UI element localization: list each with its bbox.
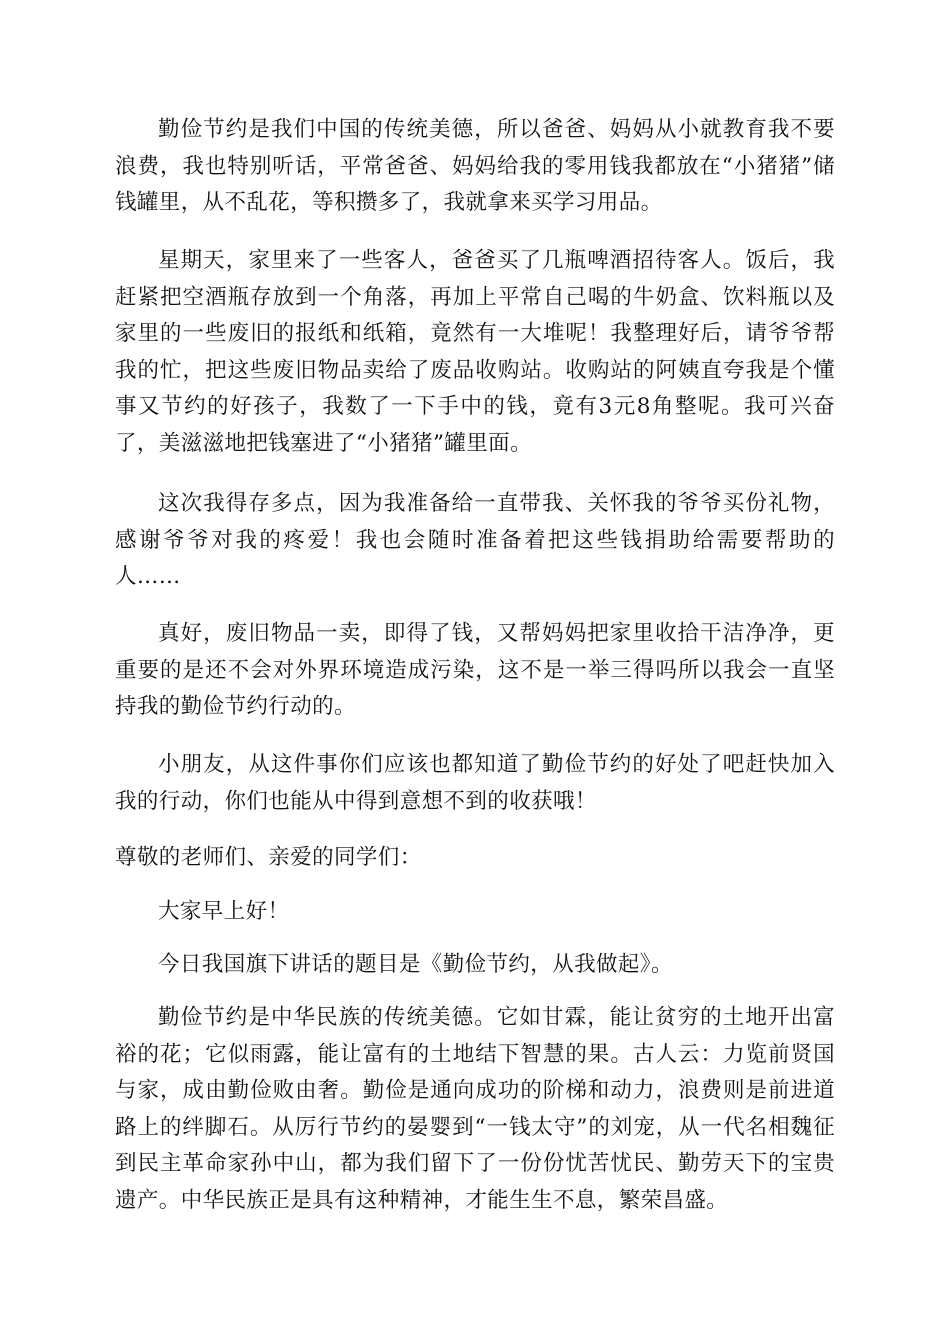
paragraph-saving-habit: 勤俭节约是我们中国的传统美德，所以爸爸、妈妈从小就教育我不要浪费，我也特别听话，平常爸爸、妈妈给我的零用钱我都放在“小猪猪”储钱罐里，从不乱花，等积攒多了，我就拿来买学习用品。 [115, 117, 835, 215]
paragraph-gift-plan: 这次我得存多点，因为我准备给一直带我、关怀我的爷爷买份礼物，感谢爷爷对我的疼爱！我也会随时准备着把这些钱捐助给需要帮助的人…… [115, 491, 835, 589]
paragraph-recycling-story: 星期天，家里来了一些客人，爸爸买了几瓶啤酒招待客人。饭后，我赶紧把空酒瓶存放到一个角落，再加上平常自己喝的牛奶盒、饮料瓶以及家里的一些废旧的报纸和纸箱，竟然有一大堆呢！我整理好后，请爷爷帮我的忙，把这些废旧物品卖给了废品收购站。收购站的阿姨直夸我是个懂事又节约的好孩子，我数了一下手中的钱，竟有3元8角整呢。我可兴奋了，美滋滋地把钱塞进了“小猪猪”罐里面。 [115, 248, 835, 456]
speech-topic: 今日我国旗下讲话的题目是《勤俭节约，从我做起》。 [158, 952, 673, 977]
speech-greeting: 大家早上好！ [158, 899, 290, 924]
paragraph-virtue: 勤俭节约是中华民族的传统美德。它如甘霖，能让贫穷的土地开出富裕的花；它似雨露，能让富有的土地结下智慧的果。古人云：力览前贤国与家，成由勤俭败由奢。勤俭是通向成功的阶梯和动力，浪费则是前进道路上的绊脚石。从厉行节约的晏婴到“一钱太守”的刘宠，从一代名相魏征到民主革命家孙中山，都为我们留下了一份份忧苦忧民、勤劳天下的宝贵遗产。中华民族正是具有这种精神，才能生生不息，繁荣昌盛。 [115, 1005, 835, 1213]
speech-salutation: 尊敬的老师们、亲爱的同学们： [115, 845, 422, 870]
paragraph-call-to-action: 小朋友，从这件事你们应该也都知道了勤俭节约的好处了吧赶快加入我的行动，你们也能从中得到意想不到的收获哦！ [115, 752, 835, 814]
paragraph-benefits: 真好，废旧物品一卖，即得了钱，又帮妈妈把家里收拾干洁净净，更重要的是还不会对外界环境造成污染，这不是一举三得吗所以我会一直坚持我的勤俭节约行动的。 [115, 621, 835, 719]
